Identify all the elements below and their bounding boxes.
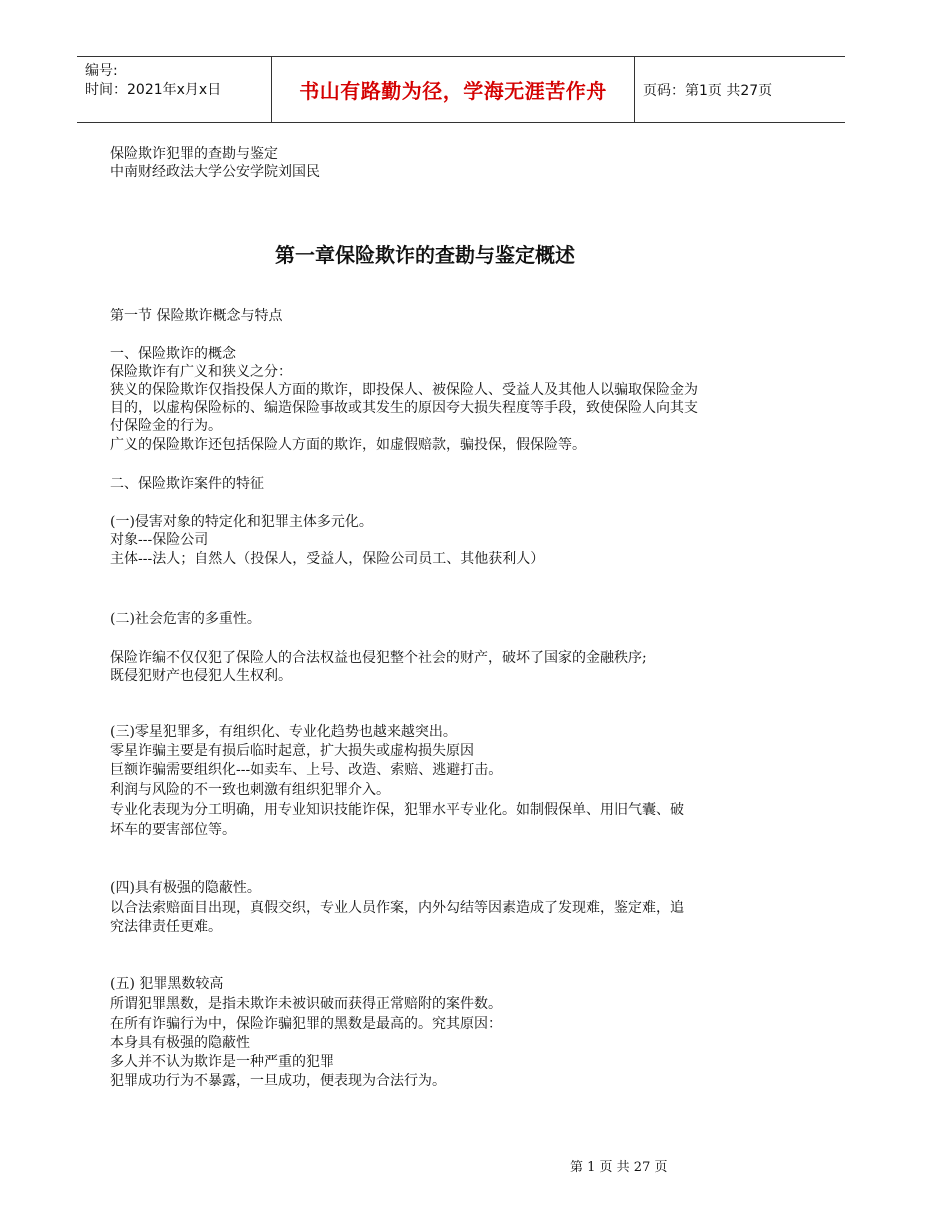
paragraph: 以合法索赔面目出现，真假交织，专业人员作案，内外勾结等因素造成了发现难，鉴定难，追 (110, 900, 684, 916)
section-heading: 第一节 保险欺诈概念与特点 (110, 308, 283, 324)
paragraph: 保险欺诈有广义和狭义之分： (110, 364, 292, 380)
header-motto-cell (272, 57, 635, 122)
chapter-heading: 第一章保险欺诈的查勘与鉴定概述 (275, 243, 575, 267)
paragraph: 目的，以虚构保险标的、编造保险事故或其发生的原因夸大损失程度等手段，致使保险人向其支 (110, 400, 698, 416)
paragraph: 究法律责任更难。 (110, 919, 222, 935)
concept-heading: 一、保险欺诈的概念 (110, 346, 236, 362)
paragraph: 主体---法人；自然人（投保人，受益人，保险公司员工、其他获利人） (110, 551, 545, 567)
document-number-label: 编号: (85, 63, 118, 79)
feature-heading: (二)社会危害的多重性。 (110, 611, 261, 627)
paragraph: 付保险金的行为。 (110, 418, 222, 434)
header-page-cell (635, 57, 845, 122)
document-time-label: 时间：2021年x月x日 (85, 82, 222, 98)
motto-text: 书山有路勤为径，学海无涯苦作舟 (299, 79, 607, 103)
paragraph: 坏车的要害部位等。 (110, 822, 236, 838)
paragraph: 巨额诈骗需要组织化---如卖车、上号、改造、索赔、逃避打击。 (110, 762, 503, 778)
features-heading: 二、保险欺诈案件的特征 (110, 476, 264, 492)
paragraph: 狭义的保险欺诈仅指投保人方面的欺诈，即投保人、被保险人、受益人及其他人以骗取保险金为 (110, 382, 698, 398)
paragraph: 专业化表现为分工明确，用专业知识技能诈保，犯罪水平专业化。如制假保单、用旧气囊、破 (110, 802, 684, 818)
paragraph: 广义的保险欺诈还包括保险人方面的欺诈，如虚假赔款，骗投保，假保险等。 (110, 437, 586, 453)
page-footer: 第 1 页 共 27 页 (570, 1160, 668, 1175)
feature-heading: (四)具有极强的隐蔽性。 (110, 880, 261, 896)
header-meta-cell (77, 57, 272, 122)
header-page-number: 页码：第1页 共27页 (643, 82, 773, 99)
feature-heading: (五) 犯罪黑数较高 (110, 976, 224, 992)
page-header (77, 56, 845, 123)
paragraph: 既侵犯财产也侵犯人生权利。 (110, 668, 292, 684)
feature-heading: (一)侵害对象的特定化和犯罪主体多元化。 (110, 514, 373, 530)
paragraph: 对象---保险公司 (110, 532, 209, 548)
paragraph: 保险诈编不仅仅犯了保险人的合法权益也侵犯整个社会的财产，破坏了国家的金融秩序; (110, 650, 647, 666)
paragraph: 多人并不认为欺诈是一种严重的犯罪 (110, 1054, 334, 1070)
feature-heading: (三)零星犯罪多，有组织化、专业化趋势也越来越突出。 (110, 724, 457, 740)
paragraph: 所谓犯罪黑数，是指未欺诈未被识破而获得正常赔附的案件数。 (110, 996, 502, 1012)
paragraph: 利润与风险的不一致也刺激有组织犯罪介入。 (110, 782, 390, 798)
doc-title-line: 保险欺诈犯罪的查勘与鉴定 (110, 146, 278, 162)
paragraph: 零星诈骗主要是有损后临时起意，扩大损失或虚构损失原因 (110, 743, 474, 759)
paragraph: 在所有诈骗行为中，保险诈骗犯罪的黑数是最高的。究其原因： (110, 1016, 502, 1032)
doc-author-line: 中南财经政法大学公安学院刘国民 (110, 164, 320, 180)
paragraph: 犯罪成功行为不暴露，一旦成功，便表现为合法行为。 (110, 1073, 446, 1089)
paragraph: 本身具有极强的隐蔽性 (110, 1035, 250, 1051)
